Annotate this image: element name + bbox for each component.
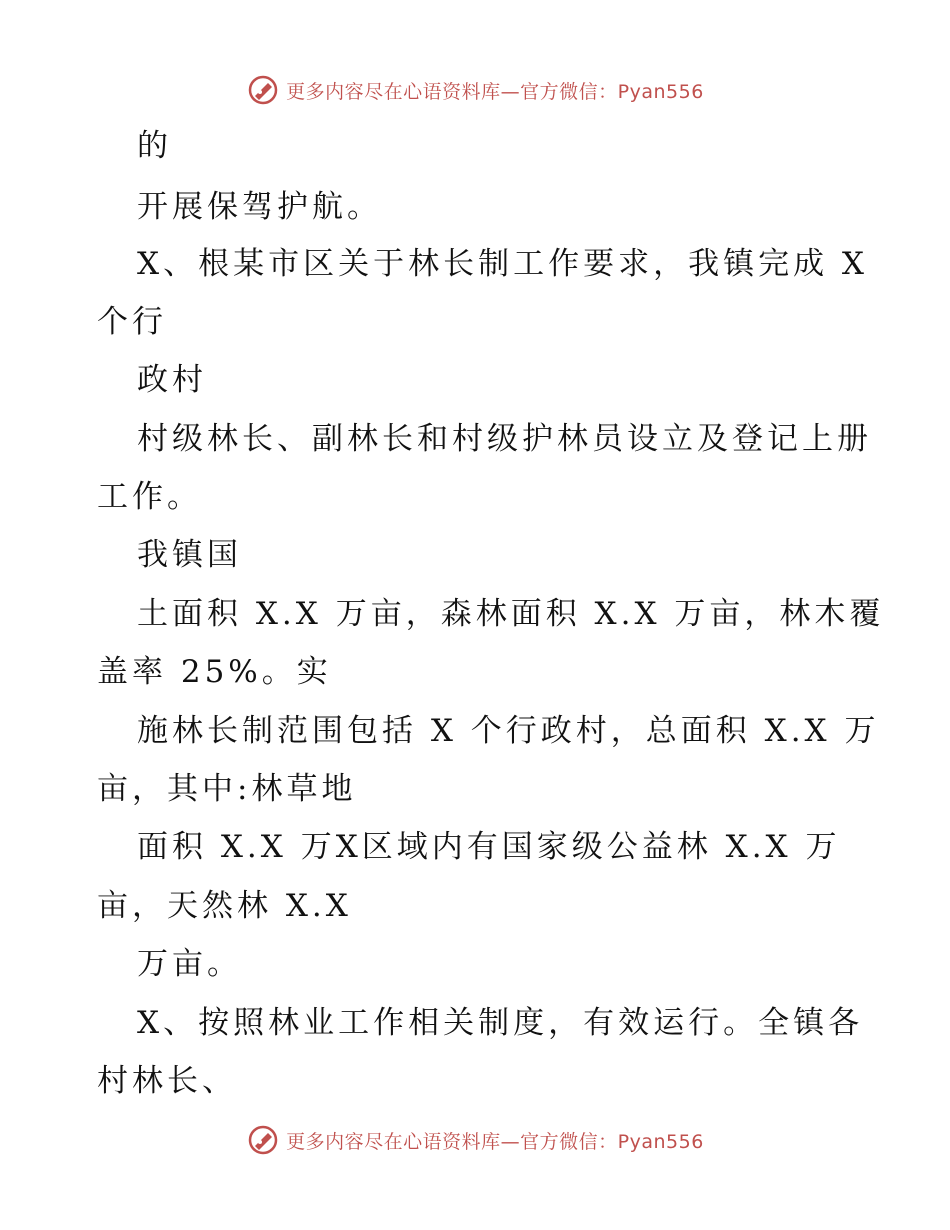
- footer-watermark-banner: [0, 1120, 950, 1160]
- text-line: 村级林长、副林长和村级护林员设立及登记上册: [137, 421, 872, 457]
- text-line: 万亩。: [137, 946, 242, 982]
- header-watermark-text: 更多内容尽在心语资料库—官方微信：Pyan556: [286, 80, 704, 103]
- text-line: X、根某市区关于林长制工作要求，我镇完成 X: [137, 246, 868, 282]
- text-line: 面积 X.X 万X区域内有国家级公益林 X.X 万: [137, 829, 841, 865]
- text-line: 亩，其中:林草地: [97, 771, 357, 807]
- text-line: 个行: [97, 304, 167, 340]
- text-line: 工作。: [97, 479, 202, 515]
- text-line: 盖率 25%。实: [97, 654, 332, 690]
- text-line: 亩，天然林 X.X: [97, 888, 352, 924]
- text-line: 土面积 X.X 万亩，森林面积 X.X 万亩，林木覆: [137, 596, 885, 632]
- text-line: 村林长、: [97, 1063, 237, 1099]
- footer-watermark-text: 更多内容尽在心语资料库—官方微信：Pyan556: [286, 1130, 704, 1153]
- pen-nib-logo-icon: [246, 1123, 280, 1157]
- text-line: 开展保驾护航。: [137, 189, 382, 225]
- text-line: 政村: [137, 362, 207, 398]
- text-line: 我镇国: [137, 537, 242, 573]
- text-line: X、按照林业工作相关制度，有效运行。全镇各: [137, 1005, 864, 1041]
- text-line: 施林长制范围包括 X 个行政村，总面积 X.X 万: [137, 713, 880, 749]
- text-line: 的: [137, 128, 172, 164]
